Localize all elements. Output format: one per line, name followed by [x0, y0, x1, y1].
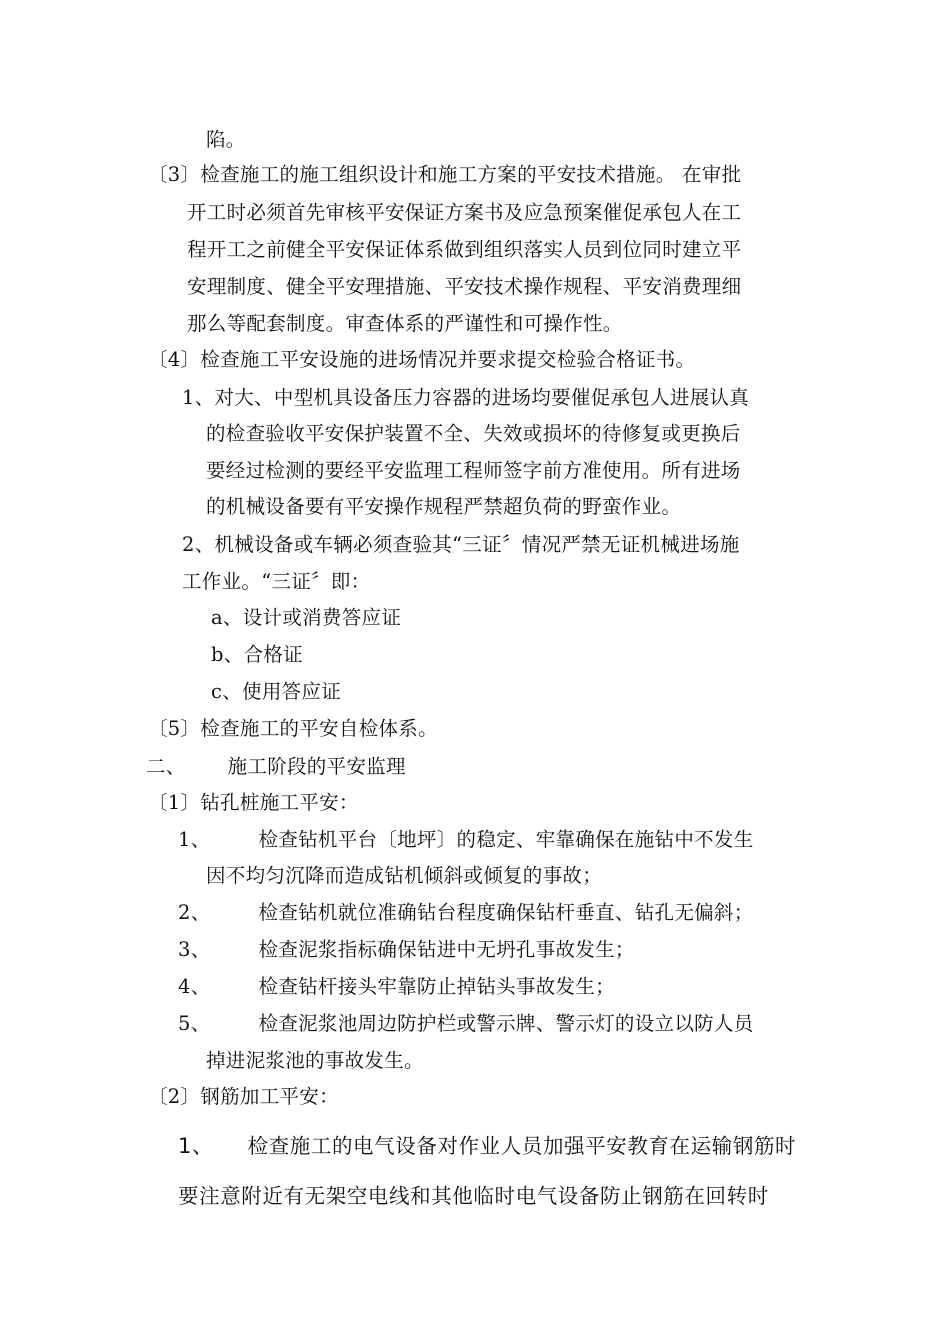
- text-line: 陷。: [206, 128, 246, 151]
- list-item: [178, 901, 754, 925]
- list-text: 检查钻杆接头牢靠防止掉钻头事故发生；: [258, 975, 615, 998]
- list-number: 5、: [178, 1012, 211, 1035]
- text-line: 的机械设备要有平安操作规程严禁超负荷的野蛮作业。: [206, 495, 682, 518]
- text-line: 程开工之前健全平安保证体系做到组织落实人员到位同时建立平: [187, 238, 742, 261]
- section-title: 施工阶段的平安监理: [227, 755, 406, 778]
- text-line: 2、机械设备或车辆必须查验其“三证〞情况严禁无证机械进场施: [182, 533, 740, 556]
- text-line: 〔1〕钻孔桩施工平安：: [148, 791, 359, 814]
- text-line: a、设计或消费答应证: [211, 606, 402, 629]
- list-text: 检查泥浆池周边防护栏或警示牌、警示灯的设立以防人员: [258, 1012, 754, 1035]
- text-line: 安理制度、健全平安理措施、平安技术操作规程、平安消费理细: [187, 275, 742, 298]
- list-item: [178, 975, 615, 999]
- list-item: [178, 1012, 754, 1036]
- list-text: 检查钻机平台〔地坪〕的稳定、牢靠确保在施钻中不发生: [258, 828, 754, 851]
- text-line: 1、对大、中型机具设备压力容器的进场均要催促承包人进展认真: [182, 386, 750, 409]
- list-number: 3、: [178, 938, 211, 961]
- text-line: 〔5〕检查施工的平安自检体系。: [148, 717, 438, 740]
- text-line: 那么等配套制度。审查体系的严谨性和可操作性。: [187, 312, 623, 335]
- text-line: 因不均匀沉降而造成钻机倾斜或倾复的事故；: [206, 864, 603, 887]
- list-number: 4、: [178, 975, 211, 998]
- list-text: 检查钻机就位准确钻台程度确保钻杆垂直、钻孔无偏斜；: [258, 901, 754, 924]
- list-item: [178, 1134, 796, 1158]
- text-line: 工作业。“三证〞即：: [182, 570, 371, 593]
- list-text: 检查施工的电气设备对作业人员加强平安教育在运输钢筋时: [247, 1134, 797, 1158]
- list-number: 1、: [178, 1134, 214, 1158]
- text-line: 开工时必须首先审核平安保证方案书及应急预案催促承包人在工: [187, 201, 742, 224]
- list-item: [178, 828, 754, 852]
- text-line: c、使用答应证: [211, 680, 342, 703]
- list-text: 检查泥浆指标确保钻进中无坍孔事故发生；: [258, 938, 635, 961]
- list-number: 1、: [178, 828, 211, 851]
- text-line: b、合格证: [211, 643, 303, 666]
- text-line: 要经过检测的要经平安监理工程师签字前方准使用。所有进场: [206, 459, 741, 482]
- text-line: 〔4〕检查施工平安设施的进场情况并要求提交检验合格证书。: [148, 348, 696, 371]
- text-line: 要注意附近有无架空电线和其他临时电气设备防止钢筋在回转时: [178, 1184, 769, 1208]
- list-item: [178, 938, 635, 962]
- list-number: 2、: [178, 901, 211, 924]
- text-line: 〔3〕检查施工的施工组织设计和施工方案的平安技术措施。 在审批: [148, 163, 742, 186]
- text-line: 的检查验收平安保护装置不全、失效或损坏的待修复或更换后: [206, 422, 741, 445]
- section-number: 二、: [146, 755, 186, 778]
- text-line: 〔2〕钢筋加工平安：: [148, 1085, 339, 1108]
- text-line: 掉进泥浆池的事故发生。: [206, 1049, 424, 1072]
- section-heading: [146, 755, 406, 779]
